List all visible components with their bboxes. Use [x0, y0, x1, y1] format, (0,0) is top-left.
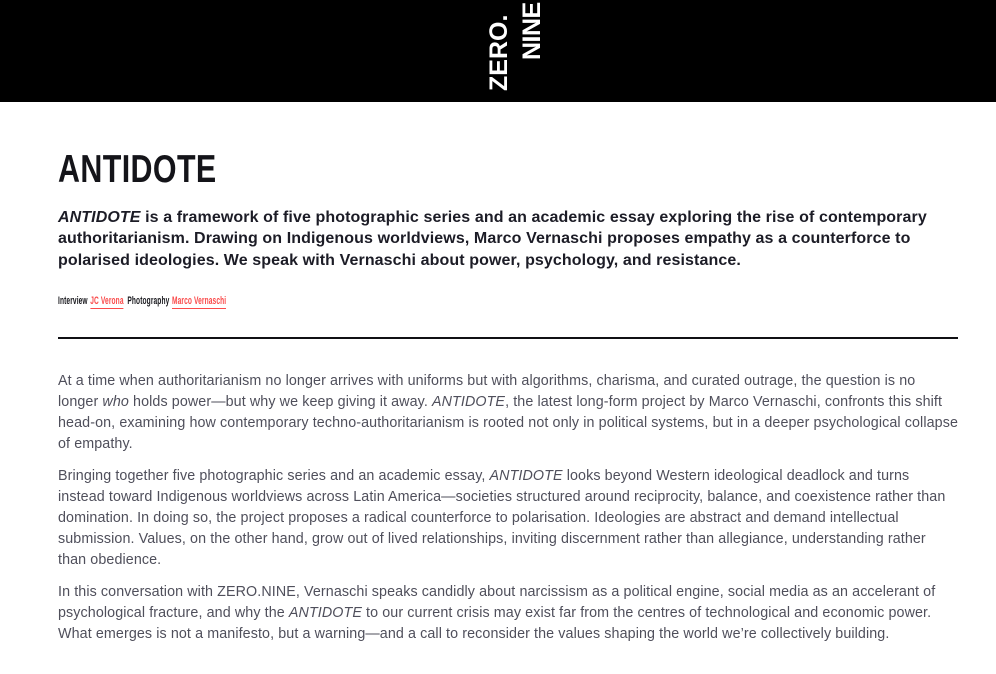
photography-label: Photography	[127, 295, 170, 308]
intro-paragraph: ANTIDOTE is a framework of five photographic series and an academic essay exploring the rise of contemporary authoritarianism. Drawing on Indigenous worldviews, Marco Vernaschi proposes empathy as a counterforce to polarised ideologies. We speak with Vernaschi about power, psychology, and resistance.	[58, 209, 927, 269]
section-divider	[58, 337, 958, 339]
photography-credit-link[interactable]: Marco Vernaschi	[171, 295, 227, 308]
interview-label: Interview	[58, 295, 88, 308]
body-paragraph-2: Bringing together five photographic series and an academic essay, ANTIDOTE looks beyond Western ideological deadlock and turns instead toward Indigenous worldviews across Latin America—societies structured around reciprocity, balance, and coexistence rather than domination. In doing so, the project proposes a radical counterforce to polarisation. Ideologies are abstract and demand intellectual submission. Values, on the other hand, grow out of lived relationships, inviting discernment rather than allegiance, understanding rather than obedience.	[58, 468, 946, 569]
article-content	[0, 150, 996, 645]
interview-credit-link[interactable]: JC Verona	[90, 295, 124, 308]
page-title: ANTIDOTE	[58, 148, 217, 191]
body-paragraph-3: In this conversation with ZERO.NINE, Vernaschi speaks candidly about narcissism as a political engine, social media as an accelerant of psychological fracture, and why the ANTIDOTE to our current crisis may exist far from the centres of technological and economic power. What emerges is not a manifesto, but a warning—and a call to reconsider the values shaping the world we’re collectively building.	[58, 584, 936, 643]
logo-text-nine: NINE	[518, 2, 546, 60]
site-header	[0, 0, 996, 102]
article-body	[58, 371, 958, 645]
logo-text-zero: ZERO.	[485, 14, 513, 91]
byline	[58, 295, 598, 307]
body-paragraph-1: At a time when authoritarianism no longer arrives with uniforms but with algorithms, charisma, and curated outrage, the question is no longer who holds power—but why we keep giving it away. ANTIDOTE, the latest long-form project by Marco Vernaschi, confronts this shift head-on, examining how contemporary techno-authoritarianism is rooted not only in political systems, but in a deeper psychological collapse of empathy.	[58, 373, 958, 453]
zeronine-logo[interactable]	[0, 0, 996, 102]
